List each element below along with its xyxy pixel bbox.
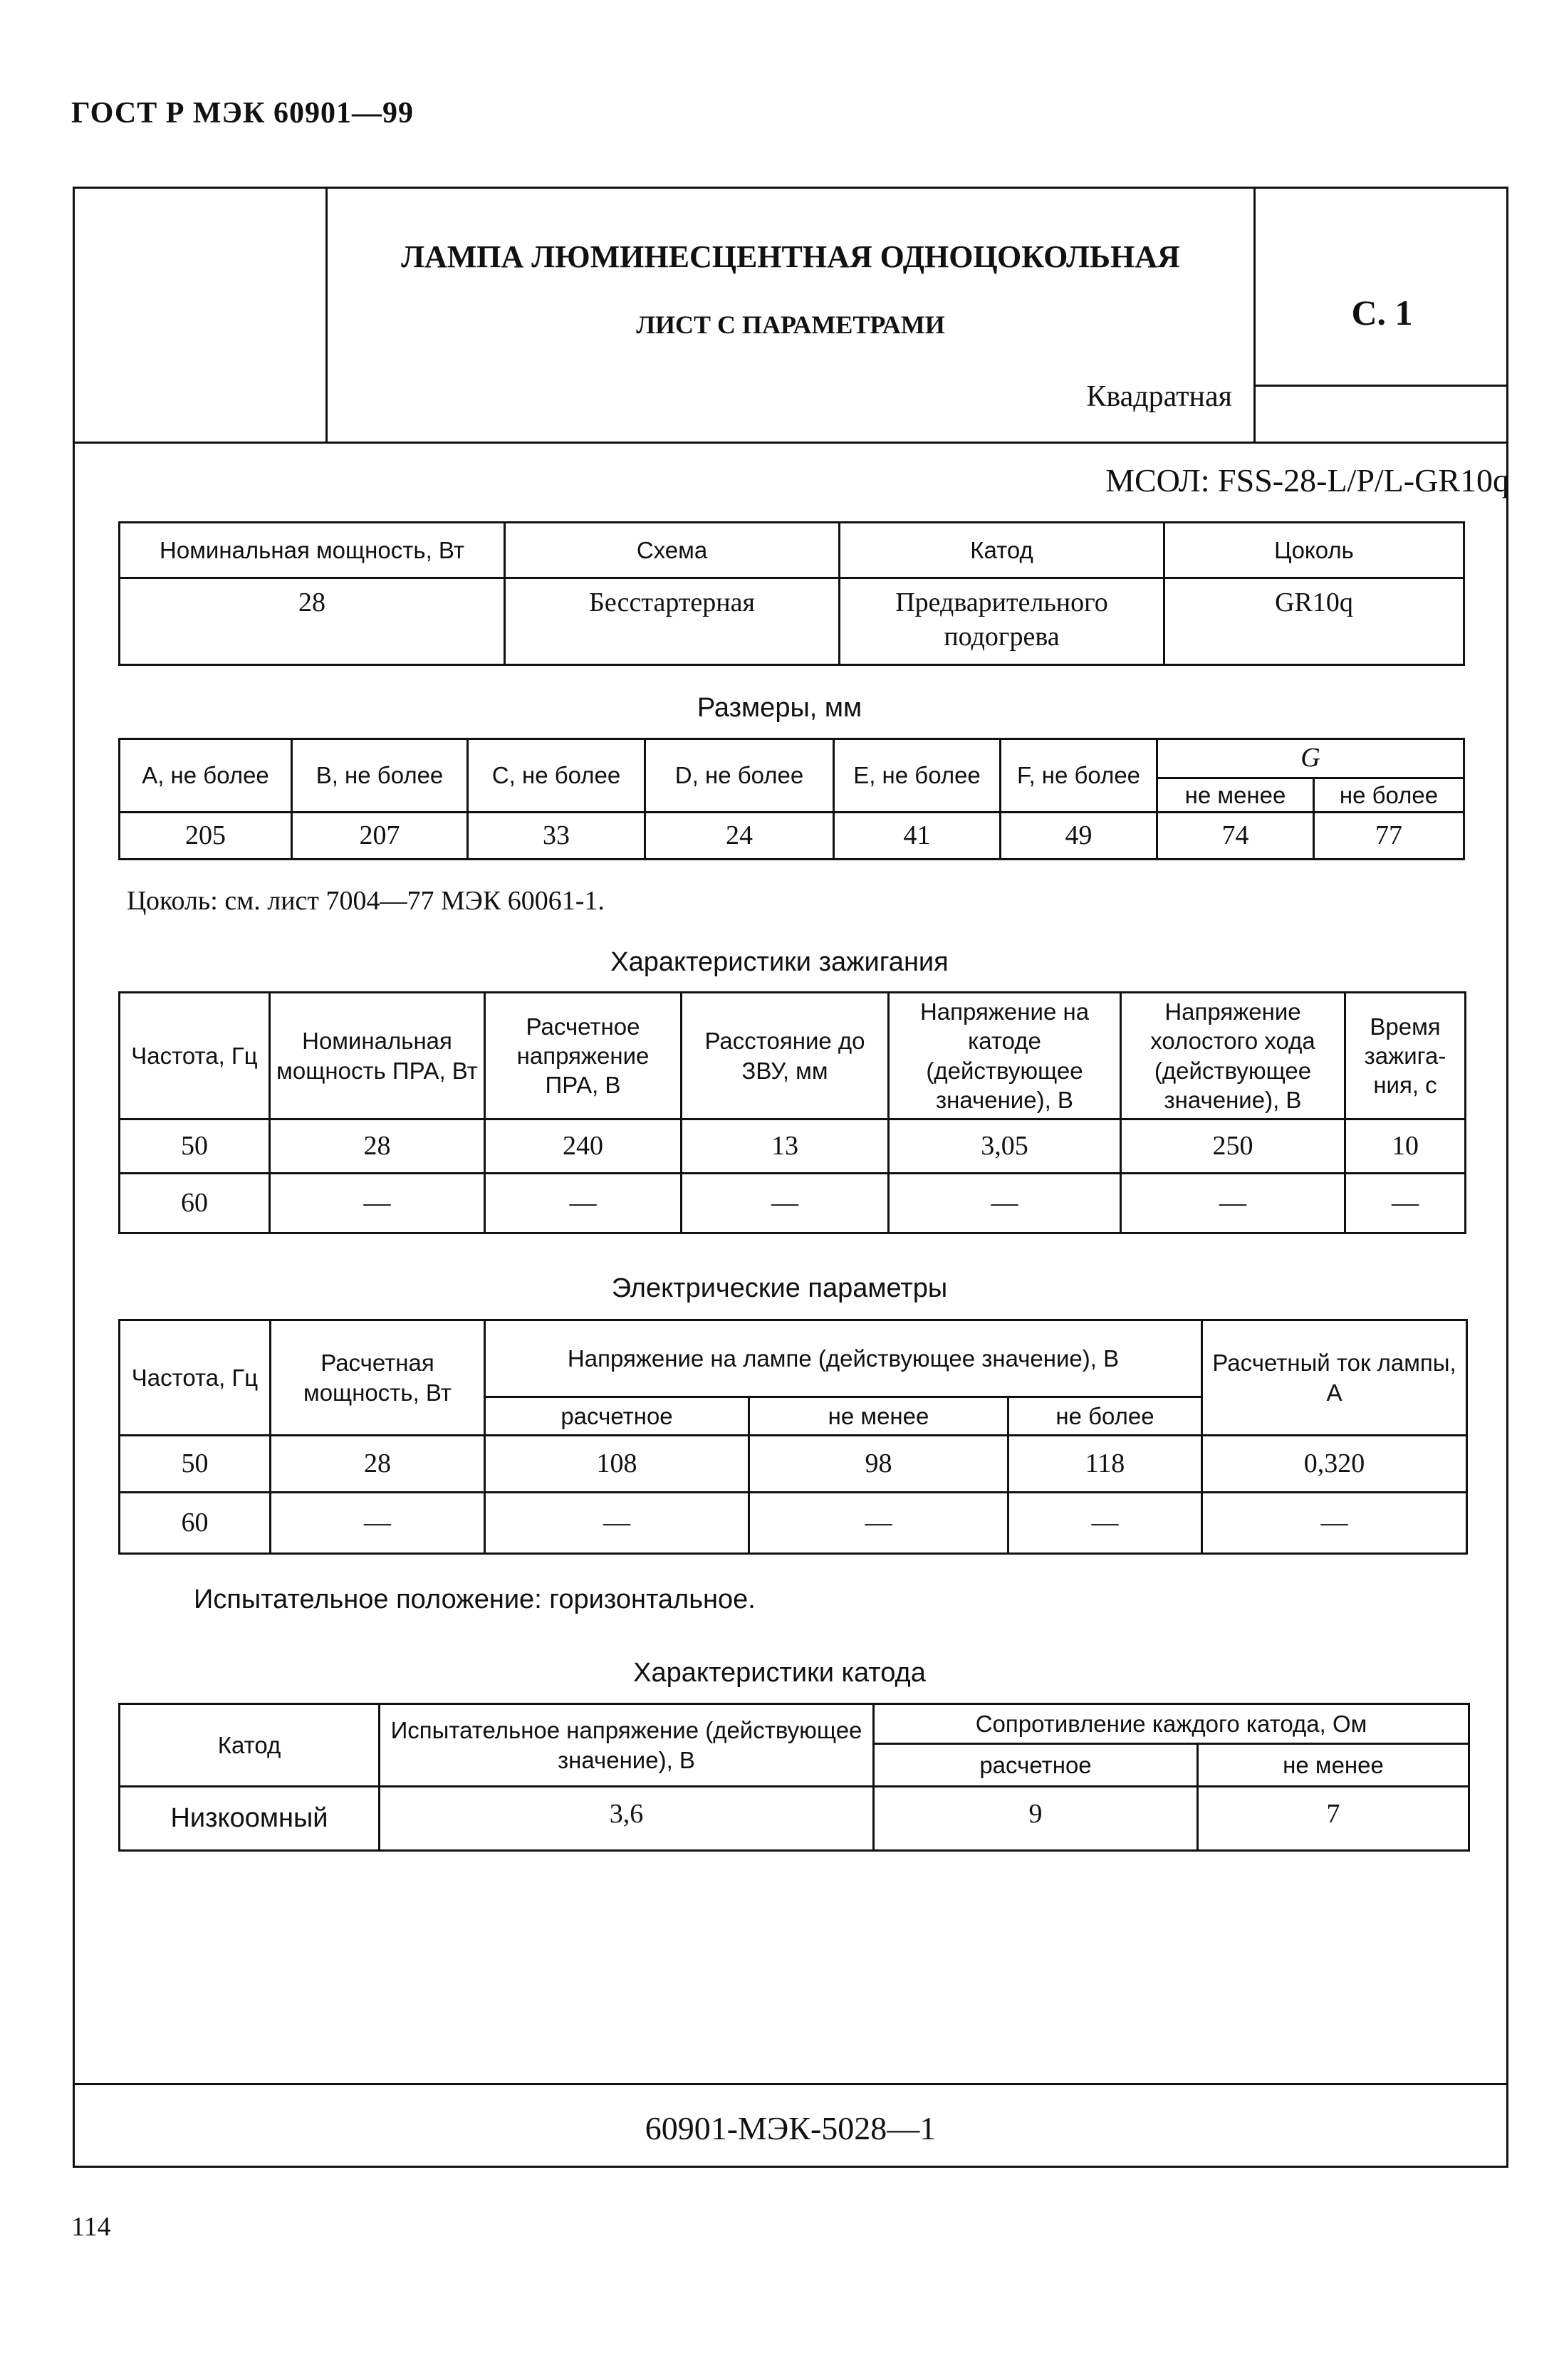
table-row [120, 1436, 1467, 1493]
header-page-subcell [1256, 385, 1508, 442]
sheet-subtitle: ЛИСТ С ПАРАМЕТРАМИ [636, 310, 945, 339]
table-cell: 50 [120, 1436, 271, 1493]
table-cell: 28 [271, 1436, 485, 1493]
table-cell: 118 [1008, 1436, 1202, 1493]
table-cell: 60 [120, 1174, 270, 1233]
table-cell: — [749, 1493, 1008, 1554]
header-voltage-rated: расчетное [485, 1397, 749, 1436]
header-resistance-rated: расчетное [874, 1744, 1198, 1787]
header-frequency: Частота, Гц [120, 993, 270, 1119]
header-dim-d: D, не более [645, 739, 834, 813]
circuit-value: Бесстартерная [505, 578, 840, 665]
header-dim-f: F, не более [1001, 739, 1157, 813]
header-lamp-current: Расчетный ток лампы, А [1202, 1320, 1467, 1436]
dim-c-value: 33 [468, 812, 645, 859]
lamp-designation: МСОЛ: FSS-28-L/P/L-GR10q [1105, 462, 1509, 499]
table-cell: — [889, 1174, 1121, 1233]
table-cell: — [1008, 1493, 1202, 1554]
dimensions-table [118, 738, 1465, 860]
electrical-parameters-table [118, 1319, 1468, 1555]
header-cathode-resistance: Сопротивление каждого катода, Ом [874, 1704, 1469, 1744]
header-page-cell [1253, 189, 1508, 442]
table-row [120, 1119, 1466, 1174]
table-cell: — [1345, 1174, 1466, 1233]
header-cathode-voltage: Напряжение на катоде (действующее значение), В [889, 993, 1121, 1119]
sheet-title: ЛАМПА ЛЮМИНЕСЦЕНТНАЯ ОДНОЦОКОЛЬНАЯ [401, 239, 1180, 274]
ignition-caption: Характеристики зажигания [610, 947, 949, 977]
sheet-page-ref: С. 1 [1351, 293, 1413, 333]
table-cell: 60 [120, 1493, 271, 1554]
header-resistance-min: не менее [1198, 1744, 1469, 1787]
dimensions-caption: Размеры, мм [697, 693, 862, 723]
test-position-note: Испытательное положение: горизонтальное. [194, 1585, 756, 1614]
table-cell: 98 [749, 1436, 1008, 1493]
table-cell: 50 [120, 1119, 270, 1174]
header-title-cell [328, 189, 1253, 442]
table-row [120, 1493, 1467, 1554]
table-cell: Низкоомный [120, 1787, 380, 1851]
table-cell: 108 [485, 1436, 749, 1493]
table-cell: 7 [1198, 1787, 1469, 1851]
cathode-table [118, 1703, 1470, 1852]
header-dim-b: B, не более [292, 739, 468, 813]
table-cell: — [270, 1174, 485, 1233]
header-dim-g-min: не менее [1157, 778, 1314, 812]
table-cell: 3,05 [889, 1119, 1121, 1174]
dim-d-value: 24 [645, 812, 834, 859]
cap-reference-note: Цоколь: см. лист 7004—77 МЭК 60061-1. [127, 886, 605, 916]
ignition-table [118, 991, 1466, 1234]
sheet-header [75, 189, 1506, 444]
table-cell: 0,320 [1202, 1436, 1467, 1493]
basic-parameters-table [118, 521, 1465, 666]
header-dim-g-max: не более [1314, 778, 1464, 812]
header-open-circuit-voltage: Напряжение холостого хода (действующее значение), В [1121, 993, 1345, 1119]
header-test-voltage: Испытательное напряжение (действующее значение), В [380, 1704, 874, 1787]
dim-a-value: 205 [120, 812, 292, 859]
table-cell: — [271, 1493, 485, 1554]
header-voltage-max: не более [1008, 1397, 1202, 1436]
page-number: 114 [71, 2212, 111, 2242]
header-voltage-min: не менее [749, 1397, 1008, 1436]
header-left-cell [75, 189, 328, 442]
header-circuit: Схема [505, 523, 840, 578]
table-cell: 28 [270, 1119, 485, 1174]
header-lamp-voltage: Напряжение на лампе (действующее значение), В [485, 1320, 1202, 1397]
header-rated-power: Номинальная мощность, Вт [120, 523, 505, 578]
dim-g-min-value: 74 [1157, 812, 1314, 859]
dim-b-value: 207 [292, 812, 468, 859]
table-cell: 10 [1345, 1119, 1466, 1174]
table-row [120, 1174, 1466, 1233]
table-cell: 250 [1121, 1119, 1345, 1174]
table-cell: — [1202, 1493, 1467, 1554]
table-cell: — [485, 1174, 682, 1233]
header-ballast-voltage: Расчетное напряжение ПРА, В [485, 993, 682, 1119]
header-cathode: Катод [840, 523, 1164, 578]
header-dim-e: E, не более [834, 739, 1001, 813]
header-frequency: Частота, Гц [120, 1320, 271, 1436]
footer-divider [73, 2083, 1508, 2085]
lamp-shape: Квадратная [1086, 380, 1232, 413]
header-cap: Цоколь [1164, 523, 1464, 578]
header-dim-c: C, не более [468, 739, 645, 813]
document-code: ГОСТ Р МЭК 60901—99 [71, 97, 414, 130]
header-dim-a: A, не более [120, 739, 292, 813]
cap-value: GR10q [1164, 578, 1464, 665]
sheet-number: 60901-МЭК-5028—1 [645, 2110, 937, 2146]
electrical-caption: Электрические параметры [611, 1273, 948, 1303]
table-cell: 3,6 [380, 1787, 874, 1851]
header-starting-aid-distance: Расстояние до ЗВУ, мм [682, 993, 889, 1119]
table-cell: — [485, 1493, 749, 1554]
rated-power-value: 28 [120, 578, 505, 665]
dim-e-value: 41 [834, 812, 1001, 859]
dim-f-value: 49 [1001, 812, 1157, 859]
header-cathode-type: Катод [120, 1704, 380, 1787]
table-cell: — [1121, 1174, 1345, 1233]
header-rated-power: Расчетная мощность, Вт [271, 1320, 485, 1436]
cathode-value: Предварительного подогрева [840, 578, 1164, 665]
table-row [120, 1787, 1469, 1851]
table-cell: — [682, 1174, 889, 1233]
cathode-caption: Характеристики катода [633, 1658, 926, 1688]
dim-g-max-value: 77 [1314, 812, 1464, 859]
header-ballast-power: Номинальная мощность ПРА, Вт [270, 993, 485, 1119]
table-cell: 13 [682, 1119, 889, 1174]
header-dim-g: G [1157, 739, 1464, 778]
table-cell: 240 [485, 1119, 682, 1174]
header-ignition-time: Время зажига-ния, с [1345, 993, 1466, 1119]
table-cell: 9 [874, 1787, 1198, 1851]
